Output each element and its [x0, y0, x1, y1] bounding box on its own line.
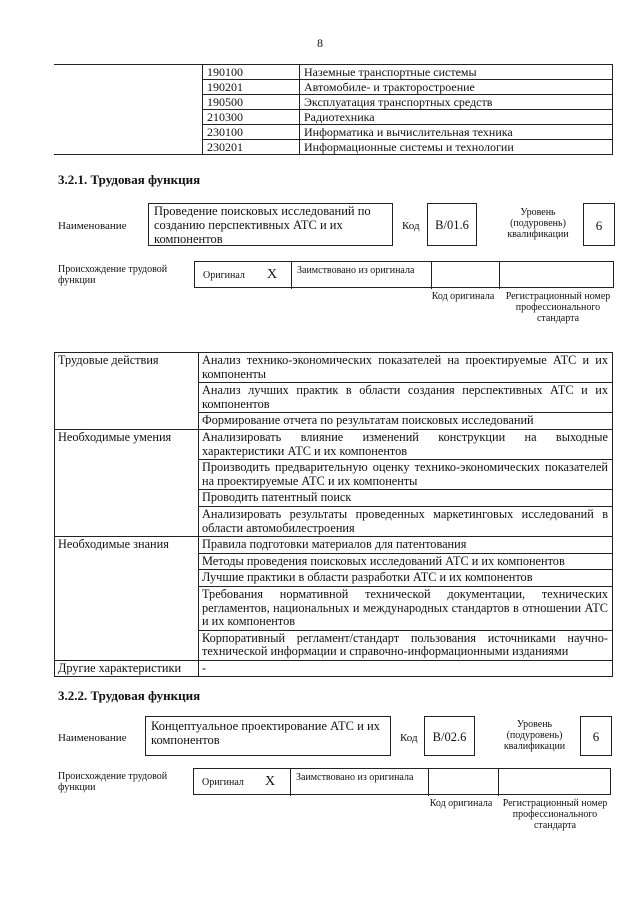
- specialty-name: Автомобиле- и тракторостроение: [300, 80, 613, 95]
- blank-cell: [54, 110, 203, 125]
- table-row: [55, 429, 613, 459]
- table-row: [54, 65, 613, 80]
- required-skill-group-label: Необходимые умения: [55, 429, 199, 536]
- divider: [428, 769, 429, 796]
- divider: [498, 769, 499, 796]
- original-x-mark: X: [265, 774, 276, 789]
- divider: [291, 262, 292, 289]
- table-row: [54, 140, 613, 155]
- required-skill: Производить предварительную оценку технико-экономических показателей на проектируемые АТС и их компоненты: [199, 460, 613, 490]
- divider: [431, 262, 432, 289]
- page-number: 8: [317, 36, 323, 50]
- function-1-heading: 3.2.1. Трудовая функция: [58, 172, 201, 187]
- required-knowledge: Методы проведения поисковых исследований АТС и их компонентов: [199, 553, 613, 570]
- labor-action: Анализ технико-экономических показателей на проектируемые АТС и их компоненты: [199, 353, 613, 383]
- required-skill: Анализировать результаты проведенных маркетинговых исследований в области автомобилестроения: [199, 506, 613, 536]
- original-code-label: Код оригинала: [429, 798, 493, 809]
- specialty-name: Информатика и вычислительная техника: [300, 125, 613, 140]
- table-row: [55, 660, 613, 677]
- origin-label: Происхождение трудовой функции: [58, 264, 168, 286]
- code-label: Код: [400, 732, 418, 744]
- function-2-level: 6: [580, 716, 612, 756]
- function-1-name: Проведение поисковых исследований по созданию перспективных АТС и их компонентов: [148, 203, 393, 246]
- specialty-name: Наземные транспортные системы: [300, 65, 613, 80]
- blank-cell: [54, 80, 203, 95]
- blank-cell: [54, 95, 203, 110]
- labor-action-group-label: Трудовые действия: [55, 353, 199, 430]
- table-row: [54, 95, 613, 110]
- origin-label: Происхождение трудовой функции: [58, 771, 168, 793]
- blank-cell: [54, 125, 203, 140]
- required-knowledge: Корпоративный регламент/стандарт пользования источниками научно-технической информации и справочно-информационными изданиями: [199, 630, 613, 660]
- other-characteristics-label: Другие характеристики: [55, 660, 199, 677]
- required-skill: Проводить патентный поиск: [199, 490, 613, 507]
- table-row: [54, 80, 613, 95]
- origin-row-2: [193, 768, 611, 795]
- table-row: [54, 110, 613, 125]
- specialty-name: Эксплуатация транспортных средств: [300, 95, 613, 110]
- blank-cell: [54, 140, 203, 155]
- name-label: Наименование: [58, 732, 127, 744]
- required-knowledge-group-label: Необходимые знания: [55, 537, 199, 661]
- table-row: [55, 537, 613, 554]
- required-skill: Анализировать влияние изменений конструкции на выходные характеристики АТС и их компонентов: [199, 429, 613, 459]
- table-row: [54, 125, 613, 140]
- function-1-level: 6: [583, 203, 615, 246]
- level-label: Уровень (подуровень) квалификации: [503, 719, 566, 752]
- origin-row-1: [194, 261, 614, 288]
- other-characteristics-value: -: [199, 660, 613, 677]
- specialty-name: Радиотехника: [300, 110, 613, 125]
- labor-action: Формирование отчета по результатам поисковых исследований: [199, 413, 613, 430]
- reg-number-label: Регистрационный номер профессионального стандарта: [502, 798, 608, 831]
- labor-action: Анализ лучших практик в области создания перспективных АТС и их компонентов: [199, 383, 613, 413]
- function-1-code: B/01.6: [427, 203, 477, 246]
- blank-cell: [54, 65, 203, 80]
- specialty-code: 210300: [203, 110, 300, 125]
- specialties-table: [54, 64, 613, 155]
- specialty-code: 190100: [203, 65, 300, 80]
- required-knowledge: Лучшие практики в области разработки АТС и их компонентов: [199, 570, 613, 587]
- original-code-label: Код оригинала: [431, 291, 495, 302]
- function-2-name: Концептуальное проектирование АТС и их компонентов: [145, 716, 391, 756]
- specialty-code: 190201: [203, 80, 300, 95]
- specialty-code: 190500: [203, 95, 300, 110]
- reg-number-label: Регистрационный номер профессионального стандарта: [505, 291, 611, 324]
- borrowed-label: Заимствовано из оригинала: [297, 265, 415, 276]
- specialty-code: 230100: [203, 125, 300, 140]
- original-label: Оригинал: [202, 777, 244, 788]
- original-label: Оригинал: [203, 270, 245, 281]
- name-label: Наименование: [58, 220, 127, 232]
- required-knowledge: Правила подготовки материалов для патентования: [199, 537, 613, 554]
- level-label: Уровень (подуровень) квалификации: [507, 207, 569, 240]
- function-2-code: B/02.6: [424, 716, 475, 756]
- original-x-mark: X: [267, 267, 278, 282]
- function-1-table: [54, 352, 613, 677]
- specialty-name: Информационные системы и технологии: [300, 140, 613, 155]
- specialty-code: 230201: [203, 140, 300, 155]
- divider: [290, 769, 291, 796]
- table-row: [55, 353, 613, 383]
- code-label: Код: [402, 220, 420, 232]
- borrowed-label: Заимствовано из оригинала: [296, 772, 414, 783]
- divider: [499, 262, 500, 289]
- function-2-heading: 3.2.2. Трудовая функция: [58, 688, 201, 703]
- required-knowledge: Требования нормативной технической документации, технических регламентов, национальных и международных стандартов в отношении АТС и их компонентов: [199, 586, 613, 630]
